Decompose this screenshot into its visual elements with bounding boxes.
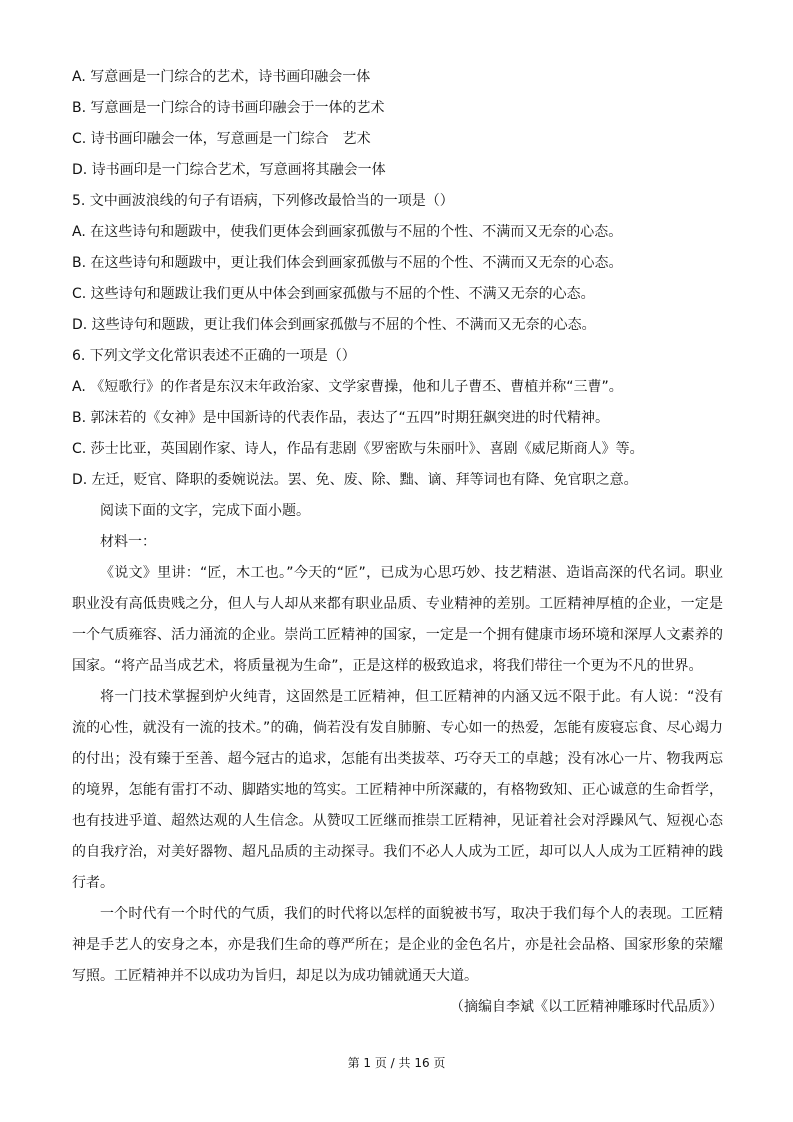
q6-option-c: C. 莎士比亚，英国剧作家、诗人，作品有悲剧《罗密欧与朱丽叶》、喜剧《威尼斯商人》等。 (72, 441, 644, 457)
q5-option-b: B. 在这些诗句和题跋中，更让我们体会到画家孤傲与不屈的个性、不满而又无奈的心态。 (72, 255, 623, 271)
q5-option-c: C. 这些诗句和题跋让我们更从中体会到画家孤傲与不屈的个性、不满又无奈的心态。 (72, 286, 595, 302)
paragraph-line: 流的心性，就没有一流的技术。”的确，倘若没有发自肺腑、专心如一的热爱，怎能有废寝忘食、尽心竭力 (72, 720, 723, 736)
q6-option-b: B. 郭沫若的《女神》是中国新诗的代表作品，表达了“五四”时期狂飙突进的时代精神。 (72, 410, 610, 426)
source-citation: （摘编自李斌《以工匠精神雕琢时代品质》） (450, 999, 723, 1015)
document-page (72, 62, 723, 1023)
paragraph-line: 也有技进乎道、超然达观的人生信念。从赞叹工匠继而推崇工匠精神，见证着社会对浮躁风气、短视心态 (72, 813, 723, 829)
q6-option-a: A. 《短歌行》的作者是东汉末年政治家、文学家曹操，他和儿子曹丕、曹植并称“三曹”。 (72, 379, 623, 395)
page-footer: 第 1 页 / 共 16 页 (347, 1056, 446, 1070)
paragraph-line: 《说文》里讲：“匠，木工也。”今天的“匠”，已成为心思巧妙、技艺精湛、造诣高深的代名词。职业 (100, 565, 723, 581)
paragraph-line: 的自我疗治，对美好器物、超凡品质的主动探寻。我们不必人人成为工匠，却可以人人成为工匠精神的践 (72, 844, 723, 860)
paragraph-line: 一个气质雍容、活力涌流的企业。崇尚工匠精神的国家，一定是一个拥有健康市场环境和深厚人文素养的 (72, 627, 723, 643)
paragraph-line: 的付出；没有臻于至善、超今冠古的追求，怎能有出类拔萃、巧夺天工的卓越；没有冰心一片、物我两忘 (72, 751, 723, 767)
q5-option-d: D. 这些诗句和题跋，更让我们体会到画家孤傲与不屈的个性、不满而又无奈的心态。 (72, 317, 596, 333)
material-title: 材料一： (100, 534, 156, 550)
paragraph-line: 一个时代有一个时代的气质，我们的时代将以怎样的面貌被书写，取决于我们每个人的表现。工匠精 (100, 906, 723, 922)
q4-option-c: C. 诗书画印融会一体，写意画是一门综合 艺术 (72, 131, 371, 147)
q6-option-d: D. 左迁，贬官、降职的委婉说法。罢、免、废、除、黜、谪、拜等词也有降、免官职之意。 (72, 472, 638, 488)
q4-option-b: B. 写意画是一门综合的诗书画印融会于一体的艺术 (72, 100, 385, 116)
q5-option-a: A. 在这些诗句和题跋中，使我们更体会到画家孤傲与不屈的个性、不满而又无奈的心态。 (72, 224, 623, 240)
paragraph-line: 将一门技术掌握到炉火纯青，这固然是工匠精神，但工匠精神的内涵又远不限于此。有人说：“没有 (100, 689, 723, 705)
paragraph-line: 写照。工匠精神并不以成功为旨归，却足以为成功铺就通天大道。 (72, 968, 478, 984)
paragraph-1 (72, 558, 723, 682)
q4-option-d: D. 诗书画印是一门综合艺术，写意画将其融会一体 (72, 162, 386, 178)
reading-instruction: 阅读下面的文字，完成下面小题。 (100, 503, 310, 519)
q6-stem: 6. 下列文学文化常识表述不正确的一项是（） (72, 348, 356, 364)
paragraph-line: 职业没有高低贵贱之分，但人与人却从来都有职业品质、专业精神的差别。工匠精神厚植的企业，一定是 (72, 596, 723, 612)
paragraph-line: 行者。 (72, 875, 114, 891)
paragraph-line: 国家。“将产品当成艺术，将质量视为生命”，正是这样的极致追求，将我们带往一个更为不凡的世界。 (72, 658, 703, 674)
q5-stem: 5. 文中画波浪线的句子有语病，下列修改最恰当的一项是（） (72, 193, 454, 209)
paragraph-3 (72, 899, 723, 992)
q4-option-a: A. 写意画是一门综合的艺术，诗书画印融会一体 (72, 69, 371, 85)
paragraph-line: 神是手艺人的安身之本，亦是我们生命的尊严所在；是企业的金色名片，亦是社会品格、国家形象的荣耀 (72, 937, 723, 953)
paragraph-line: 的境界，怎能有雷打不动、脚踏实地的笃实。工匠精神中所深藏的，有格物致知、正心诚意的生命哲学， (72, 782, 723, 798)
paragraph-2 (72, 682, 723, 899)
